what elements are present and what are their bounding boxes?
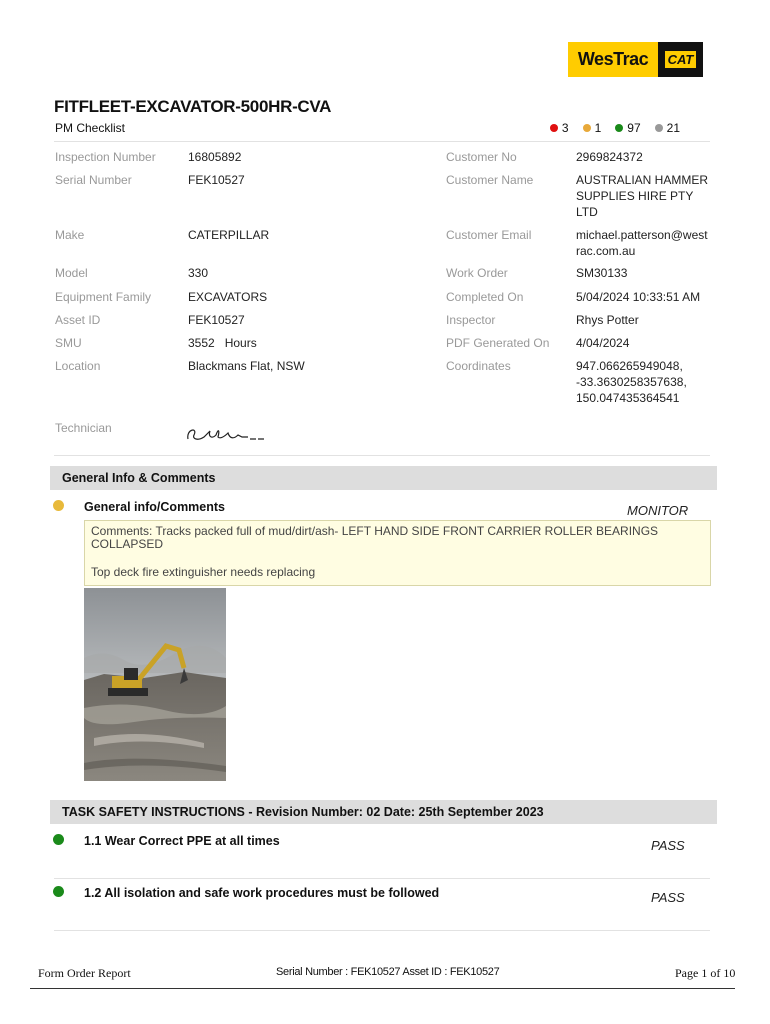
footer-left: Form Order Report (38, 966, 131, 980)
label-customer-no: Customer No (446, 150, 517, 164)
monitor-status-dot-icon (53, 500, 64, 511)
cat-logo (658, 42, 703, 77)
value-equipment-family: EXCAVATORS (188, 290, 268, 304)
value-completed-on: 5/04/2024 10:33:51 AM (576, 290, 701, 304)
label-make: Make (55, 228, 85, 242)
excavator-photo-image (84, 588, 226, 781)
item-title-ppe: 1.1 Wear Correct PPE at all times (84, 834, 280, 848)
value-inspection-number: 16805892 (188, 150, 242, 164)
value-make: CATERPILLAR (188, 228, 270, 242)
cat-logo-text: CAT (665, 51, 697, 68)
item-title-general-info: General info/Comments (84, 500, 225, 514)
divider (54, 878, 710, 879)
section-header-general-info: General Info & Comments (50, 466, 717, 490)
section-header-task-safety: TASK SAFETY INSTRUCTIONS - Revision Number: 02 Date: 25th September 2023 (50, 800, 717, 824)
label-technician: Technician (55, 421, 112, 435)
count-amber (583, 121, 602, 135)
value-customer-no: 2969824372 (576, 150, 643, 164)
value-smu: 3552 Hours (188, 336, 257, 350)
comment-line-1: Comments: Tracks packed full of mud/dirt/ash- LEFT HAND SIDE FRONT CARRIER ROLLER BEARINGS COLLAPSED (91, 524, 659, 551)
status-pass: PASS (651, 838, 685, 853)
label-equipment-family: Equipment Family (55, 290, 152, 304)
value-pdf-generated-on: 4/04/2024 (576, 336, 630, 350)
value-work-order: SM30133 (576, 266, 628, 280)
footer-divider (30, 988, 735, 989)
value-location: Blackmans Flat, NSW (188, 359, 305, 373)
pass-status-dot-icon (53, 886, 64, 897)
label-asset-id: Asset ID (55, 313, 101, 327)
label-model: Model (55, 266, 88, 280)
value-inspector: Rhys Potter (576, 313, 639, 327)
count-red (550, 121, 569, 135)
label-coordinates: Coordinates (446, 359, 511, 373)
label-smu: SMU (55, 336, 82, 350)
count-grey (655, 121, 680, 135)
item-title-isolation: 1.2 All isolation and safe work procedures must be followed (84, 886, 440, 900)
comment-box (84, 520, 711, 586)
divider (54, 930, 710, 931)
value-asset-id: FEK10527 (188, 313, 245, 327)
label-completed-on: Completed On (446, 290, 524, 304)
page-subtitle: PM Checklist (55, 121, 126, 135)
value-coordinates: 947.066265949048, -33.3630258357638, 150.047435364541 (576, 359, 687, 405)
green-dot-icon (615, 124, 623, 132)
label-inspection-number: Inspection Number (55, 150, 156, 164)
amber-dot-icon (583, 124, 591, 132)
count-green (615, 121, 640, 135)
grey-dot-icon (655, 124, 663, 132)
page-number: Page 1 of 10 (675, 966, 736, 980)
label-inspector: Inspector (446, 313, 496, 327)
status-monitor: MONITOR (627, 503, 689, 518)
divider (54, 141, 710, 142)
label-location: Location (55, 359, 101, 373)
label-customer-name: Customer Name (446, 173, 534, 187)
westrac-cat-logo (568, 42, 703, 77)
comment-line-2: Top deck fire extinguisher needs replacing (91, 565, 316, 579)
label-serial-number: Serial Number (55, 173, 132, 187)
count-green-value: 97 (627, 121, 641, 135)
technician-signature (184, 425, 266, 447)
value-customer-name: AUSTRALIAN HAMMER SUPPLIES HIRE PTY LTD (576, 173, 709, 219)
label-work-order: Work Order (446, 266, 508, 280)
value-model: 330 (188, 266, 209, 280)
westrac-logo-text: WesTrac (568, 42, 658, 77)
label-pdf-generated-on: PDF Generated On (446, 336, 550, 350)
count-red-value: 3 (561, 121, 569, 135)
value-serial-number: FEK10527 (188, 173, 245, 187)
page-title: FITFLEET-EXCAVATOR-500HR-CVA (54, 97, 332, 116)
label-customer-email: Customer Email (446, 228, 532, 242)
value-customer-email[interactable]: michael.patterson@westrac.com.au (576, 228, 708, 258)
excavator-photo[interactable] (84, 588, 226, 781)
count-grey-value: 21 (666, 121, 680, 135)
status-pass: PASS (651, 890, 685, 905)
divider (54, 455, 710, 456)
red-dot-icon (550, 124, 558, 132)
pass-status-dot-icon (53, 834, 64, 845)
count-amber-value: 1 (594, 121, 602, 135)
status-counts (550, 121, 680, 135)
footer-center: Serial Number : FEK10527 Asset ID : FEK10527 (276, 966, 500, 978)
